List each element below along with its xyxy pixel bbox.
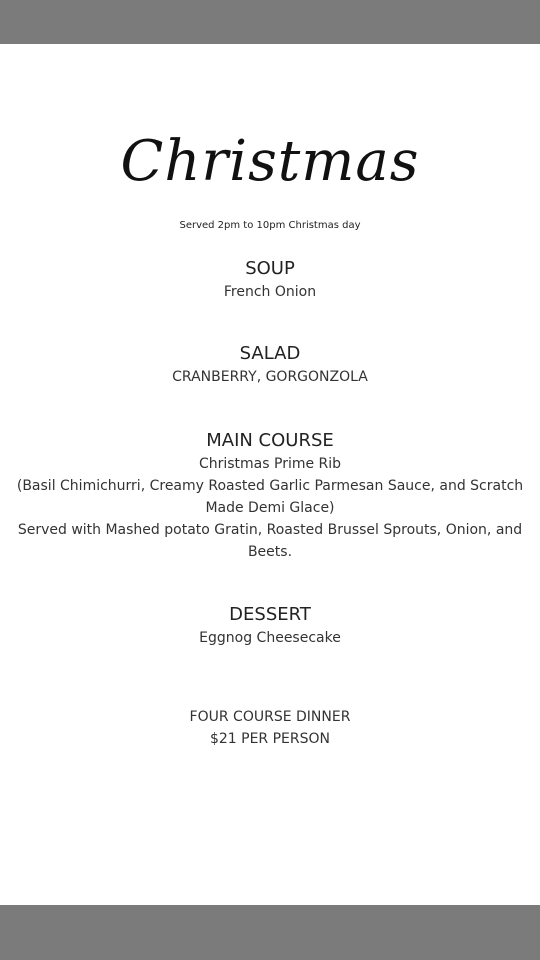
offer-line-2: $21 PER PERSON <box>209 731 331 747</box>
soup-item: French Onion <box>223 284 317 300</box>
main-course-sauce-line-2: Made Demi Glace) <box>205 500 335 516</box>
soup-section <box>0 257 540 303</box>
main-course-sides-line-1: Served with Mashed potato Gratin, Roasted Brussel Sprouts, Onion, and <box>17 522 523 538</box>
dessert-section <box>0 603 540 649</box>
salad-section <box>0 342 540 388</box>
price-section <box>0 706 540 750</box>
menu-title: Christmas <box>120 129 420 194</box>
main-course-section <box>0 429 540 563</box>
salad-heading: SALAD <box>239 343 301 364</box>
main-course-heading: MAIN COURSE <box>206 430 334 451</box>
main-course-sides-line-2: Beets. <box>247 544 293 560</box>
main-course-sauce-line-1: (Basil Chimichurri, Creamy Roasted Garlic Parmesan Sauce, and Scratch <box>16 478 524 494</box>
main-course-item: Christmas Prime Rib <box>198 456 342 472</box>
menu-subtitle: Served 2pm to 10pm Christmas day <box>179 220 361 231</box>
dessert-heading: DESSERT <box>229 604 311 625</box>
offer-line-1: FOUR COURSE DINNER <box>189 709 351 725</box>
bottom-bar <box>0 905 540 960</box>
soup-heading: SOUP <box>245 258 295 279</box>
top-bar <box>0 0 540 44</box>
salad-item: CRANBERRY, GORGONZOLA <box>172 369 368 385</box>
menu-page <box>0 44 540 905</box>
dessert-item: Eggnog Cheesecake <box>199 630 341 646</box>
